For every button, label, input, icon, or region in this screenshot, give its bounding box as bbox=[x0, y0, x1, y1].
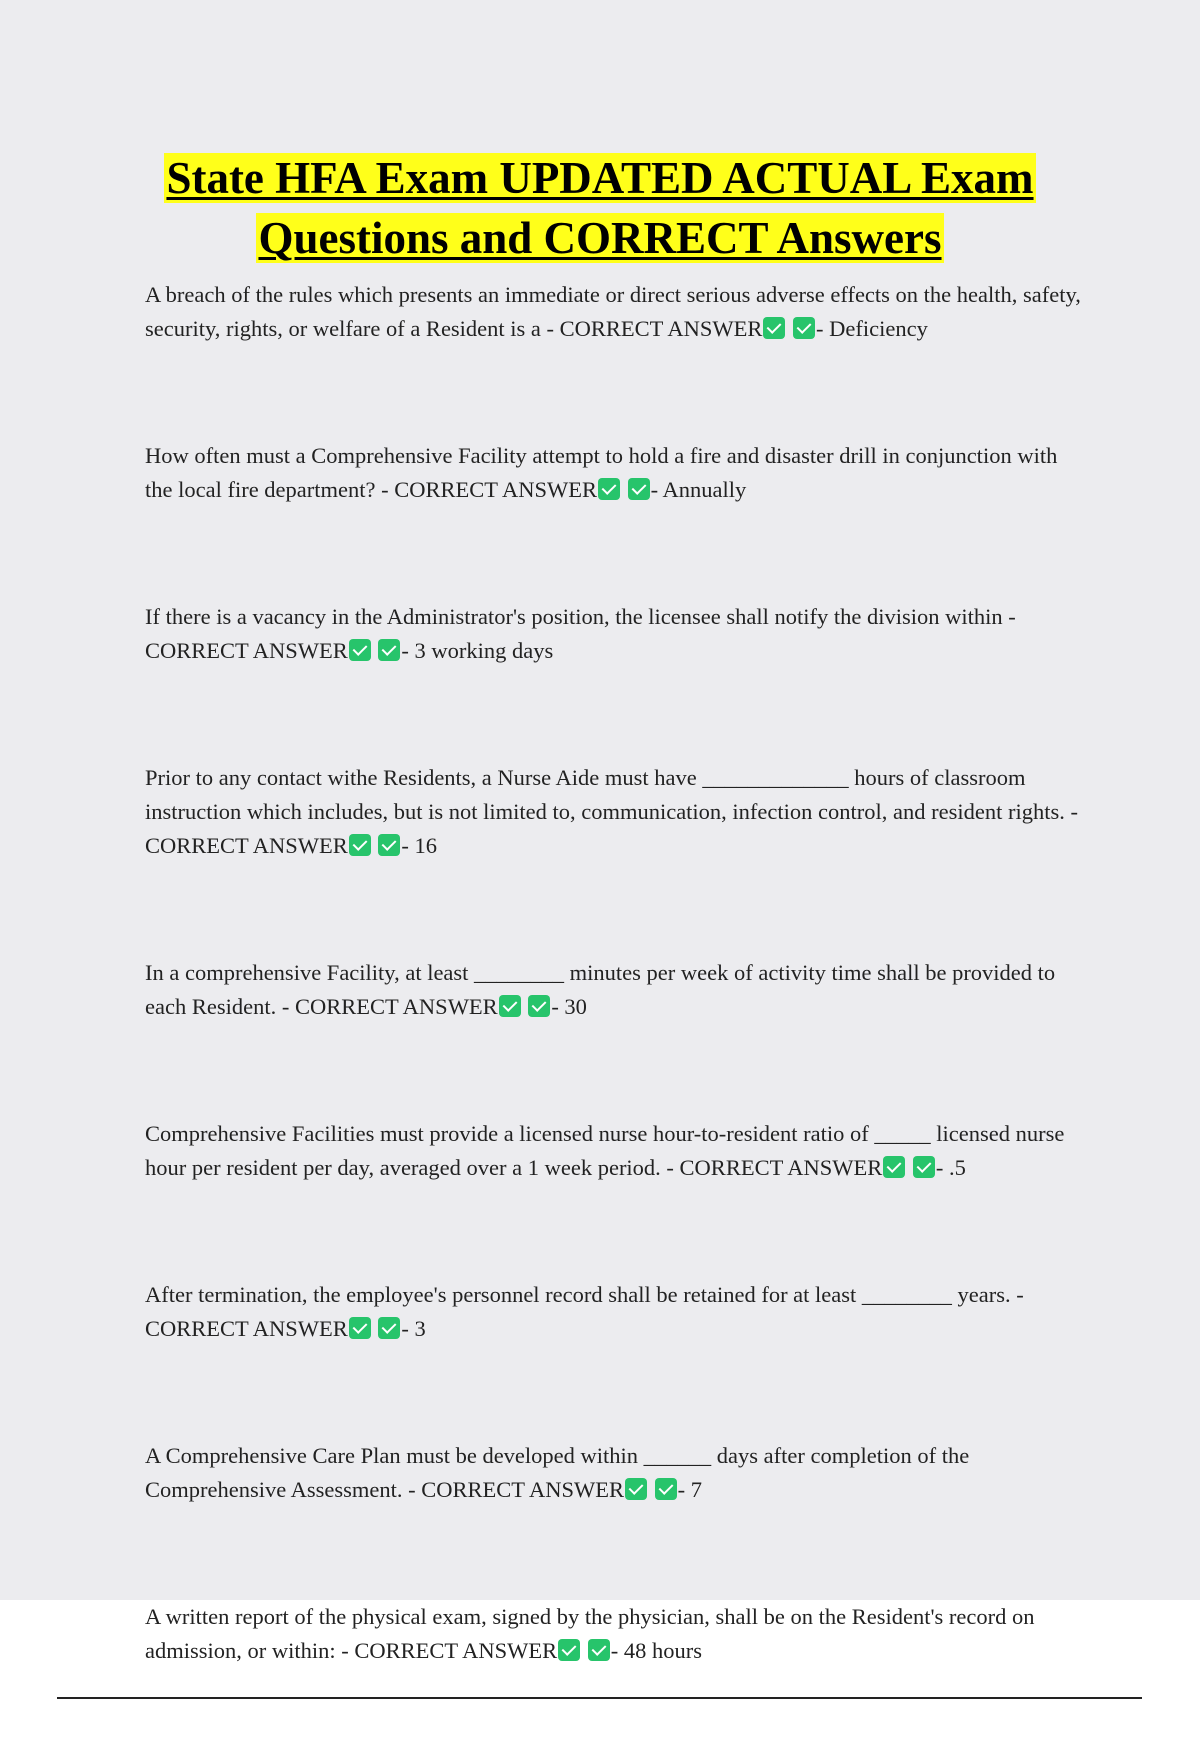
question-text: A written report of the physical exam, signed by the physician, shall be on the Resident's record on admission, or within: - CORRECT ANSWER bbox=[145, 1604, 1035, 1663]
qa-item bbox=[145, 278, 1090, 346]
check-icon bbox=[349, 1317, 371, 1339]
question-text: How often must a Comprehensive Facility attempt to hold a fire and disaster drill in conjunction with the local fire department? - CORRECT ANSWER bbox=[145, 443, 1058, 502]
check-icon bbox=[913, 1156, 935, 1178]
check-icon bbox=[588, 1639, 610, 1661]
check-icon bbox=[378, 639, 400, 661]
document-title bbox=[100, 148, 1100, 268]
answer-text: - 30 bbox=[551, 994, 587, 1019]
question-text: Comprehensive Facilities must provide a licensed nurse hour-to-resident ratio of _____ licensed nurse hour per resident per day, averaged over a 1 week period. - CORRECT ANSWER bbox=[145, 1121, 1065, 1180]
question-text: After termination, the employee's personnel record shall be retained for at least ________ years. - CORRECT ANSWER bbox=[145, 1282, 1024, 1341]
page-footer-divider bbox=[57, 1697, 1142, 1699]
check-icon bbox=[349, 639, 371, 661]
check-icon bbox=[598, 478, 620, 500]
answer-text: - 3 bbox=[401, 1316, 426, 1341]
answer-text: - 16 bbox=[401, 833, 437, 858]
qa-item bbox=[145, 1439, 1090, 1507]
document-title-text: State HFA Exam UPDATED ACTUAL Exam Questions and CORRECT Answers bbox=[166, 153, 1034, 263]
qa-item bbox=[145, 956, 1090, 1024]
check-icon bbox=[763, 317, 785, 339]
answer-text: - Annually bbox=[650, 477, 747, 502]
check-icon bbox=[499, 995, 521, 1017]
check-icon bbox=[655, 1478, 677, 1500]
question-text: In a comprehensive Facility, at least ________ minutes per week of activity time shall be provided to each Resident. - CORRECT ANSWER bbox=[145, 960, 1056, 1019]
check-icon bbox=[528, 995, 550, 1017]
qa-item bbox=[145, 1600, 1090, 1668]
qa-item bbox=[145, 439, 1090, 507]
question-text: A Comprehensive Care Plan must be developed within ______ days after completion of the Comprehensive Assessment. - CORRECT ANSWER bbox=[145, 1443, 970, 1502]
check-icon bbox=[628, 478, 650, 500]
qa-item bbox=[145, 761, 1090, 863]
check-icon bbox=[883, 1156, 905, 1178]
qa-item bbox=[145, 1278, 1090, 1346]
qa-list bbox=[145, 278, 1090, 1761]
check-icon bbox=[378, 1317, 400, 1339]
check-icon bbox=[625, 1478, 647, 1500]
question-text: Prior to any contact withe Residents, a Nurse Aide must have _____________ hours of classroom instruction which includes, but is not limited to, communication, infection control, and resident rights. - CORRECT ANSWER bbox=[145, 765, 1078, 858]
qa-item bbox=[145, 600, 1090, 668]
answer-text: - 3 working days bbox=[401, 638, 554, 663]
check-icon bbox=[378, 834, 400, 856]
question-text: If there is a vacancy in the Administrator's position, the licensee shall notify the division within - CORRECT ANSWER bbox=[145, 604, 1016, 663]
qa-item bbox=[145, 1117, 1090, 1185]
check-icon bbox=[558, 1639, 580, 1661]
question-text: A breach of the rules which presents an immediate or direct serious adverse effects on the health, safety, security, rights, or welfare of a Resident is a - CORRECT ANSWER bbox=[145, 282, 1081, 341]
answer-text: - 48 hours bbox=[610, 1638, 702, 1663]
check-icon bbox=[349, 834, 371, 856]
answer-text: - 7 bbox=[677, 1477, 702, 1502]
answer-text: - .5 bbox=[935, 1155, 966, 1180]
answer-text: - Deficiency bbox=[816, 316, 928, 341]
check-icon bbox=[793, 317, 815, 339]
